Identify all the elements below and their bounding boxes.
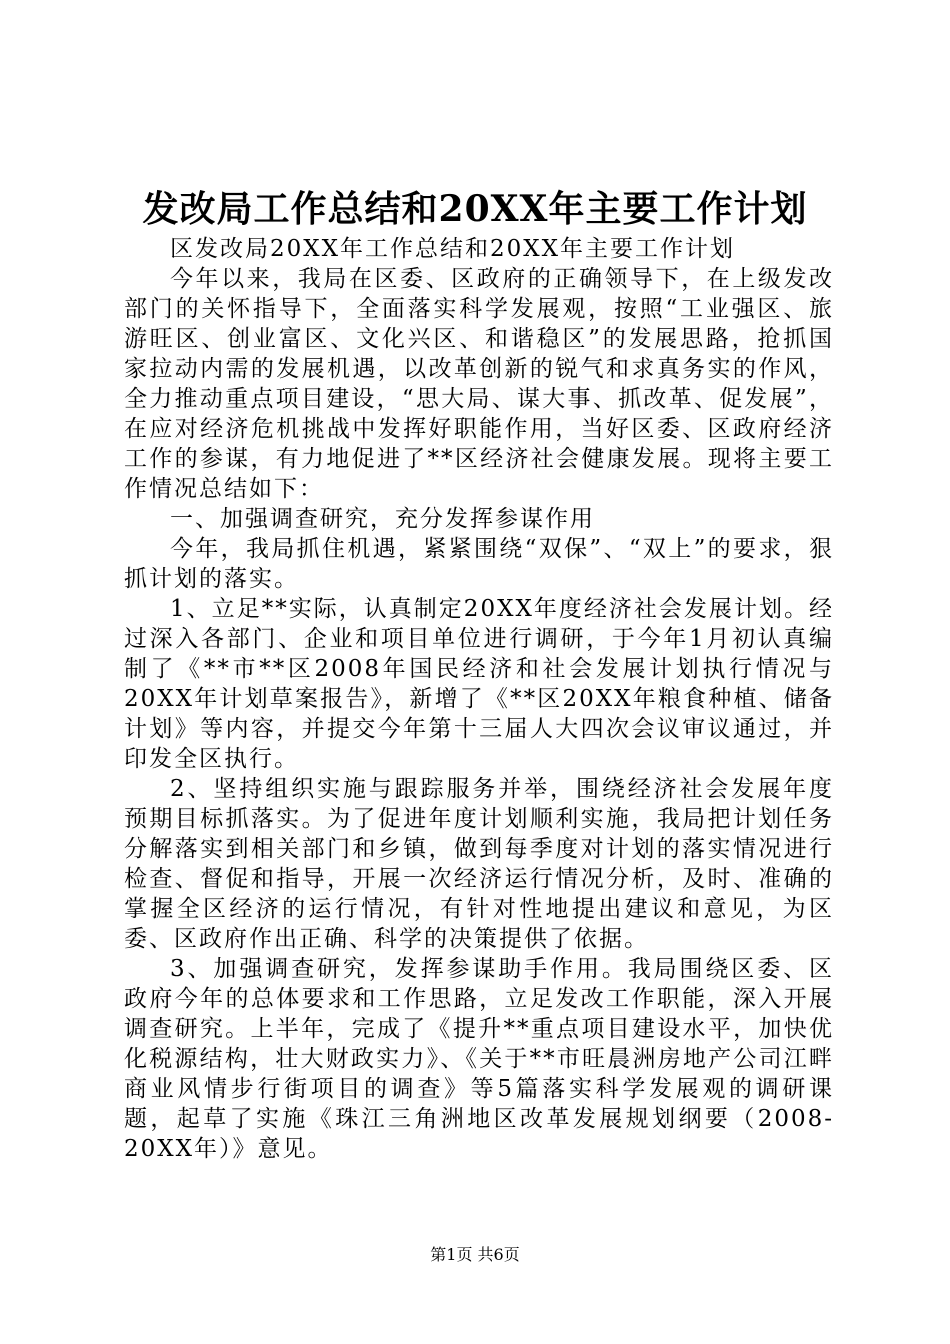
item-1-paragraph: 1、立足**实际，认真制定20XX年度经济社会发展计划。经过深入各部门、企业和项目单位进行调研，于今年1月初认真编制了《**市**区2008年国民经济和社会发展计划执行情况与20XX年计划草案报告》，新增了《**区20XX年粮食种植、储备计划》等内容，并提交今年第十三届人大四次会议审议通过，并印发全区执行。 <box>124 596 834 772</box>
document-title: 发改局工作总结和20XX年主要工作计划 <box>142 188 808 230</box>
item-2-paragraph: 2、坚持组织实施与跟踪服务并举，围绕经济社会发展年度预期目标抓落实。为了促进年度计划顺利实施，我局把计划任务分解落实到相关部门和乡镇，做到每季度对计划的落实情况进行检查、督促和指导，开展一次经济运行情况分析，及时、准确的掌握全区经济的运行情况，有针对性地提出建议和意见，为区委、区政府作出正确、科学的决策提供了依据。 <box>124 776 834 952</box>
section-intro-paragraph: 今年，我局抓住机遇，紧紧围绕“双保”、“双上”的要求，狠抓计划的落实。 <box>124 536 834 592</box>
section-heading: 一、加强调查研究，充分发挥参谋作用 <box>170 506 595 532</box>
subtitle-paragraph: 区发改局20XX年工作总结和20XX年主要工作计划 <box>170 236 736 262</box>
document-body <box>124 234 834 1164</box>
item-3-paragraph: 3、加强调查研究，发挥参谋助手作用。我局围绕区委、区政府今年的总体要求和工作思路，立足发改工作职能，深入开展调查研究。上半年，完成了《提升**重点项目建设水平，加快优化税源结构，壮大财政实力》、《关于**市旺晨洲房地产公司江畔商业风情步行街项目的调查》等5篇落实科学发展观的调研课题，起草了实施《珠江三角洲地区改革发展规划纲要（2008-20XX年）》意见。 <box>124 956 834 1162</box>
page-indicator: 第1页 共6页 <box>430 1245 520 1264</box>
intro-paragraph: 今年以来，我局在区委、区政府的正确领导下，在上级发改部门的关怀指导下，全面落实科学发展观，按照“工业强区、旅游旺区、创业富区、文化兴区、和谐稳区”的发展思路，抢抓国家拉动内需的发展机遇，以改革创新的锐气和求真务实的作风，全力推动重点项目建设，“思大局、谋大事、抓改革、促发展”，在应对经济危机挑战中发挥好职能作用，当好区委、区政府经济工作的参谋，有力地促进了**区经济社会健康发展。现将主要工作情况总结如下： <box>124 266 834 502</box>
